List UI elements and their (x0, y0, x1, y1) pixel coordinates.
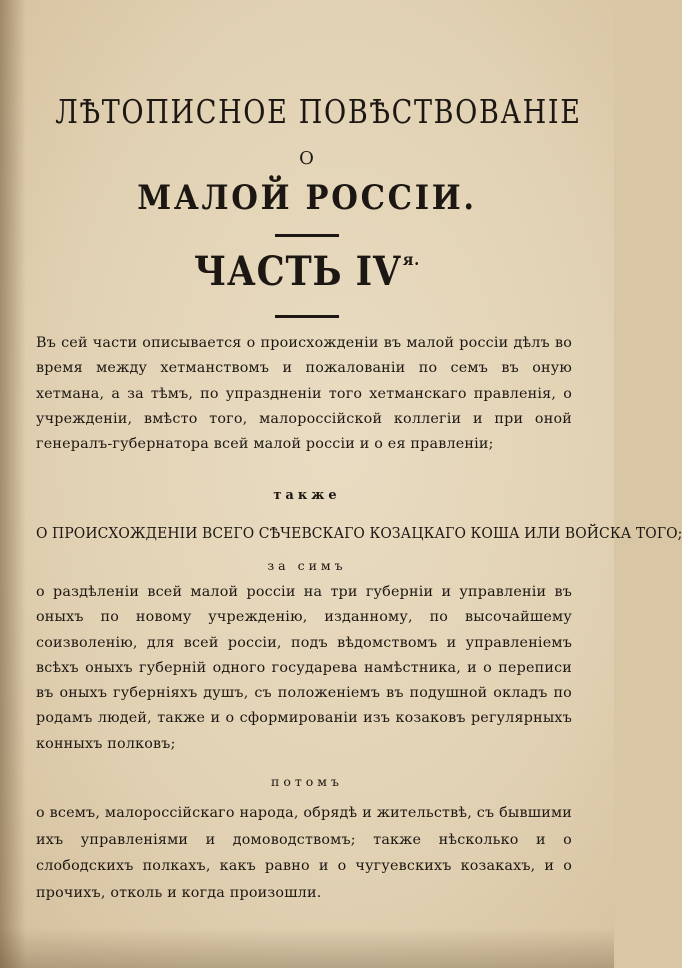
paragraph-2: о раздѣленіи всей малой россіи на три губерніи и управленіи въ оныхъ по новому учрежденію, изданному, по высочайшему соизволенію, для всей россіи, подъ вѣдомствомъ и управленіемъ всѣхъ оныхъ губерній одного государева намѣстника, и о переписи въ оныхъ губерніяхъ душъ, съ положеніемъ въ подушной окладъ по родамъ людей, также и о сформированіи изъ козаковъ регулярныхъ конныхъ полковъ; (36, 584, 572, 752)
connector-zasim: за симъ (267, 558, 347, 573)
title-line-2: МАЛОЙ РОССІИ. (137, 178, 477, 218)
connector-potom: потомъ (271, 774, 343, 789)
part-suffix: я. (402, 250, 420, 269)
divider-rule-bottom (275, 315, 339, 318)
connector-takzhe: также (273, 488, 341, 503)
paragraph-3: о всемъ, малороссійскаго народа, обрядѣ и жительствѣ, съ бывшими ихъ управленіями и домоводствомъ; также нѣсколько и о слободскихъ полкахъ, какъ равно и о чугуевскихъ козакахъ, и о прочихъ, отколь и когда произошли. (36, 805, 572, 901)
divider-rule-top (275, 234, 339, 237)
title-line-1: ЛѢТОПИСНОЕ ПОВѢСТВОВАНІЕ (55, 92, 582, 131)
bottom-shadow (0, 928, 614, 968)
part-label: ЧАСТЬ IV (194, 248, 402, 295)
spine-shadow (0, 0, 26, 968)
title-conjunction: О (299, 148, 315, 169)
line-koshe: О ПРОИСХОЖДЕНІИ ВСЕГО СѢЧЕВСКАГО КОЗАЦКАГО КОША ИЛИ ВОЙСКА ТОГО; (36, 524, 682, 542)
paragraph-1: Въ сей части описывается о происхожденіи въ малой россіи дѣлъ во время между хетманствомъ и пожалованіи по семъ въ оную хетмана, а за тѣмъ, по упраздненіи того хетманскаго правленія, о учрежденіи, вмѣсто того, малороссійской коллегіи и при оной генералъ-губернатора всей малой россіи и о ея правленіи; (36, 335, 572, 453)
part-heading (37, 248, 577, 295)
